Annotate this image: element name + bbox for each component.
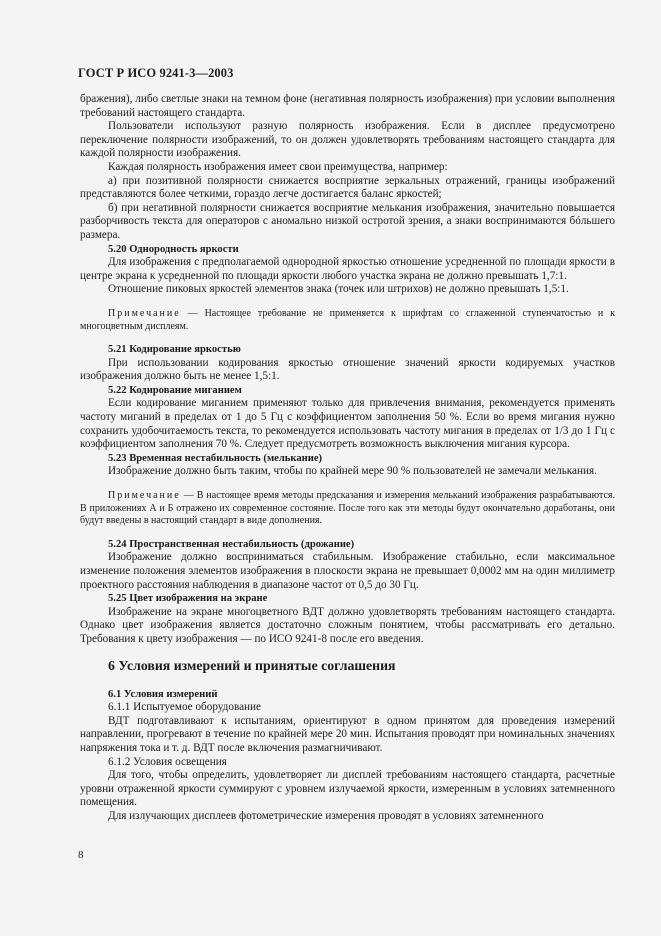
note [80, 308, 615, 333]
document-header: ГОСТ Р ИСО 9241-3—2003 [78, 66, 234, 80]
paragraph: Для того, чтобы определить, удовлетворяет ли дисплей требованиям настоящего стандарта, расчетные уровни отраженной яркости суммируют с уровнем излучаемой яркости, измеренным в условиях затемненного помещения. [80, 769, 615, 809]
paragraph: Для изображения с предполагаемой однородной яркостью отношение усредненной по площади яркости в центре экрана к усредненной по площади яркости любого участка экрана не должно превышать 1,7:1. [80, 256, 615, 282]
paragraph: Если кодирование миганием применяют только для привлечения внимания, рекомендуется применять частоту миганий в пределах от 1 до 5 Гц с коэффициентом заполнения 50 %. Если во время мигания нужно сохранить удобочитаемость текста, то рекомендуется использовать частоту мигания в пределах от 1/3 до 1 Гц с коэффициентом заполнения 70 %. Следует предусмотреть возможность выключения мигания курсора. [80, 397, 615, 451]
subsection-heading: 5.23 Временная нестабильность (мелькание) [108, 452, 323, 464]
subsection-heading: 5.22 Кодирование миганием [108, 384, 242, 396]
subsection-heading: 5.25 Цвет изображения на экране [108, 593, 268, 605]
paragraph: При использовании кодирования яркостью отношение значений яркости кодируемых участков изображения должно быть не менее 1,5:1. [80, 356, 615, 383]
note-label: Примечание [108, 490, 181, 502]
subsection-heading: 5.24 Пространственная нестабильность (дрожание) [108, 538, 355, 550]
paragraph: Пользователи используют разную полярность изображения. Если в дисплее предусмотрено переключение полярности изображений, то он должен удовлетворять требованиям настоящего стандарта для каждой полярности изображения. [80, 120, 615, 160]
document-body [80, 93, 615, 824]
subsection-heading: 5.21 Кодирование яркостью [108, 344, 241, 356]
subsection-heading: 6.1 Условия измерений [108, 688, 218, 700]
note-text: — В настоящее время методы предсказания и измерения мельканий изображения разрабатываются. В приложениях А и Б отражено их современное состояние. После того как эти методы будут окончательно доработаны, они будут введены в настоящий стандарт в виде дополнения. [80, 490, 615, 527]
subsection-heading: 5.20 Однородность яркости [108, 243, 239, 255]
list-item: а) при позитивной полярности снижается восприятие зеркальных отражений, границы изображений представляются более четкими, гораздо легче достигается баланс яркостей; [80, 174, 615, 201]
note [80, 490, 615, 528]
list-item: б) при негативной полярности снижается восприятие мелькания изображения, значительно повышается разборчивость текста для операторов с аномально низкой остротой зрения, а знаки воспринимаются бóльшего размера. [80, 201, 615, 241]
paragraph: ВДТ подготавливают к испытаниям, ориентируют в одном принятом для проведения измерений направлении, прогревают в течение по крайней мере 20 мин. Испытания проводят при номинальных значениях напряжения тока и т. д. ВДТ после включения размагничивают. [80, 714, 615, 754]
note-text: — Настоящее требование не применяется к шрифтам со сглаженной ступенчатостью и к многоцветным дисплеям. [80, 307, 615, 332]
clause-heading: 6.1.1 Испытуемое оборудование [108, 701, 261, 714]
note-label: Примечание [108, 307, 181, 319]
paragraph: Отношение пиковых яркостей элементов знака (точек или штрихов) не должно превышать 1,5:1. [108, 283, 569, 296]
paragraph: Изображение должно восприниматься стабильным. Изображение стабильно, если максимальное изменение положения элементов изображения в плоскости экрана не превышает 0,0002 мм на один миллиметр проектного расстояния наблюдения в диапазоне частот от 0,5 до 30 Гц. [80, 551, 615, 591]
paragraph: Для излучающих дисплеев фотометрические измерения проводят в условиях затемненного [108, 809, 544, 822]
paragraph: Каждая полярность изображения имеет свои преимущества, например: [108, 160, 448, 173]
paragraph: Изображение на экране многоцветного ВДТ должно удовлетворять требованиям настоящего стандарта. Однако цвет изображения является достаточно сложным понятием, чтобы рассматривать его детально. Требования к цвету изображения — по ИСО 9241-8 после его введения. [80, 605, 615, 645]
page-number: 8 [78, 849, 84, 861]
clause-heading: 6.1.2 Условия освещения [108, 755, 227, 768]
section-heading: 6 Условия измерений и принятые соглашения [108, 657, 396, 673]
paragraph: бражения), либо светлые знаки на темном фоне (негативная полярность изображения) при условии выполнения требований настоящего стандарта. [80, 93, 615, 119]
paragraph: Изображение должно быть таким, чтобы по крайней мере 90 % пользователей не замечали мелькания. [108, 465, 597, 478]
